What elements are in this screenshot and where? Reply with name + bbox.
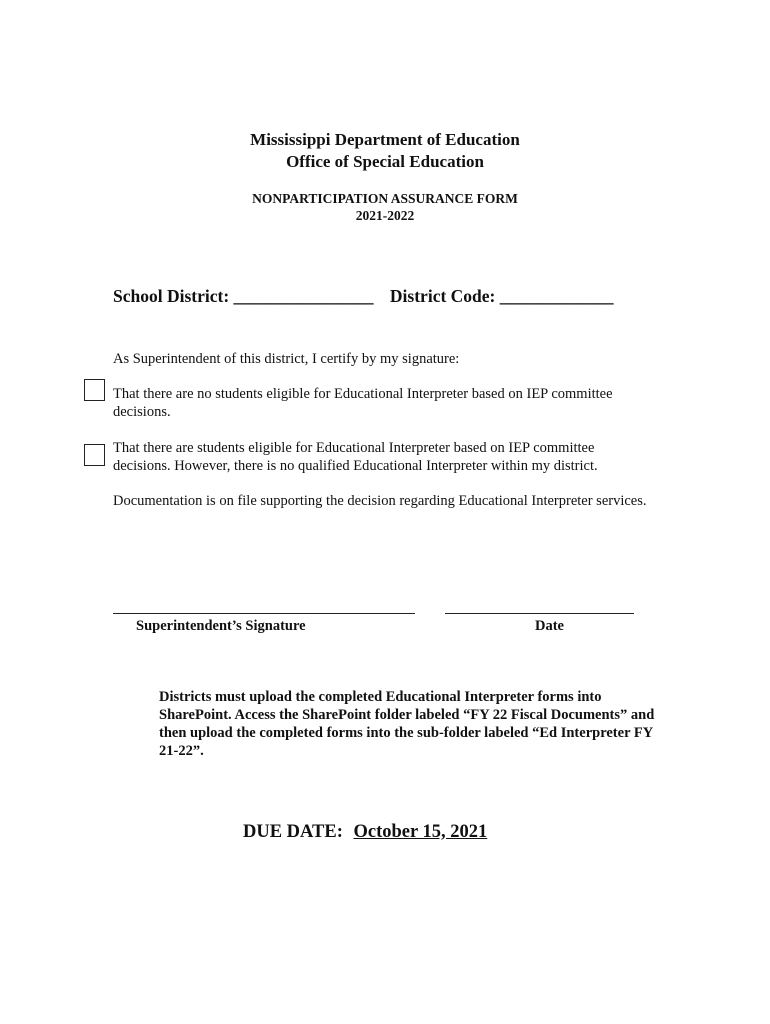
date-line[interactable] (445, 613, 634, 614)
no-students-checkbox[interactable] (84, 379, 105, 401)
option-no-interpreter-text: That there are students eligible for Educational Interpreter based on IEP committee decisions. However, there is no qualified Educational Interpreter within my district. (113, 440, 598, 474)
due-date-row (243, 822, 487, 843)
header-line-1: Mississippi Department of Education (250, 130, 520, 149)
certify-intro: As Superintendent of this district, I certify by my signature: (113, 351, 460, 367)
documentation-text: Documentation is on file supporting the decision regarding Educational Interpreter services. (113, 493, 647, 509)
district-fields-row (113, 286, 614, 307)
form-title: NONPARTICIPATION ASSURANCE FORM (252, 191, 518, 206)
option-no-students-text: That there are no students eligible for Educational Interpreter based on IEP committee decisions. (113, 386, 613, 420)
school-district-field[interactable]: School District: ________________ (113, 286, 374, 306)
district-code-field[interactable]: District Code: _____________ (389, 286, 614, 306)
header-line-2: Office of Special Education (286, 152, 484, 171)
form-year: 2021-2022 (355, 208, 415, 223)
date-label: Date (535, 618, 564, 634)
due-date-value: October 15, 2021 (353, 822, 488, 842)
upload-instructions: Districts must upload the completed Educational Interpreter forms into SharePoint. Access the SharePoint folder labeled “FY 22 Fiscal Documents” and then upload the completed forms into the sub-folder labeled “Ed Interpreter FY 21-22”. (159, 689, 655, 759)
no-interpreter-checkbox[interactable] (84, 444, 105, 466)
superintendent-signature-label: Superintendent’s Signature (136, 618, 306, 634)
signature-line[interactable] (113, 613, 415, 614)
due-date-label: DUE DATE: (243, 822, 343, 842)
